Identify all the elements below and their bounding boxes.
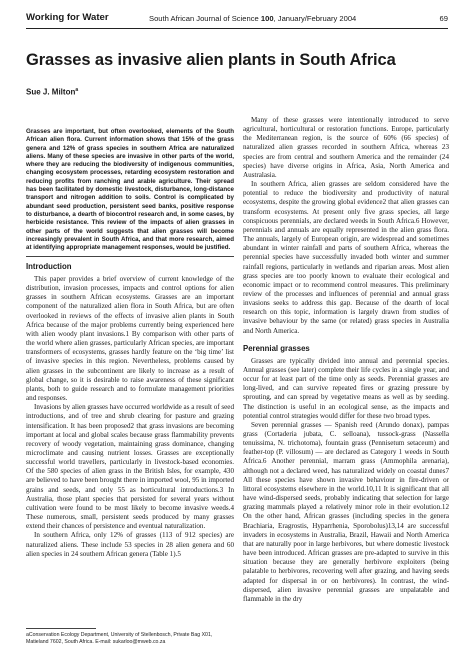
abstract: Grasses are important, but often overlooked, elements of the South African alien flora. Current information shows that 15% of the grass genera and 12% of grass species in southern Africa are naturalized aliens. Many of these species are invasive in other parts of the world, where they are reducing the biodiversity of indigenous communities, changing ecosystem processes, retarding ecosystem restoration and reducing profits from ranching and arable agriculture. Their spread has been facilitated by domestic livestock, disturbance, long-distance transport and nitrogen addition to soils. Control is complicated by abundant seed production, persistent seed banks, positive response to disturbance, a dearth of biocontrol research and, in some cases, by herbicide resistance. This review of the impacts of alien grasses in other parts of the world suggests that alien grasses will become increasingly prevalent in South Africa, and that more research, aimed at identifying appropriate management responses, would be justified. bbox=[26, 128, 234, 252]
intro-paragraph-1: This paper provides a brief overview of current knowledge of the distribution, invasion processes, impacts and control options for alien grasses in southern African ecosystems. Grasses are an important component of the naturalized alien flora in South Africa, but are often overlooked in reviews of the effects of invasive alien plants in South Africa because of the major problems currently being experienced here with alien woody plant invasions.1 By comparison with other parts of the world where alien grasses, particularly African species, are important transformers of ecosystems, grasses hardly feature on the ‘big time’ list of invasive species in this region. Nevertheless, problems caused by alien grasses in the subcontinent are likely to increase as a result of global change, so it is desirable to raise awareness of these significant plants, both to guide research and to formulate management priorities and responses. bbox=[26, 275, 234, 403]
page-number: 69 bbox=[439, 14, 448, 23]
footnote-rule bbox=[26, 628, 96, 629]
intro-paragraph-3: In southern Africa, only 12% of grasses (113 of 912 species) are naturalized aliens. These include 53 species in 28 alien genera and 60 alien species in 24 southern African genera (Table 1).5 bbox=[26, 531, 234, 558]
right-column bbox=[243, 116, 449, 604]
intro-paragraph-2: Invasions by alien grasses have occurred worldwide as a result of seed introductions, and of tree and shrub clearing for pasture and grazing intensification. It has been proposed2 that grass invasions are becoming important at local and global scales because grass flammability prevents recovery of woody vegetation, maintaining grass dominance, changing microclimate and causing nutrient losses. Grasses are exceptionally successful world travellers, particularly in livestock-based economies. Of the 580 species of alien grass in the British Isles, for example, 430 are believed to have been brought there in imported wool, 95 in imported grains and seeds, and only 55 as horticultural introductions.3 In Australia, those plant species that persisted for several years without cultivation were found to be most likely to become invasive weeds.4 These numerous, small, persistent seeds produced by many grasses extend their chances of persistence and eventual naturalization. bbox=[26, 403, 234, 531]
article-title: Grasses as invasive alien plants in South Africa bbox=[26, 51, 396, 69]
abstract-rule bbox=[26, 256, 234, 257]
right-paragraph-4: Seven perennial grasses — Spanish reed (Arundo donax), pampas grass (Cortaderia jubata, C. selloana), tussock-grass (Nassella tenuissima, N. trichotoma), fountain grass (Pennisetum setaceum) and feather-top (P. villosum) — are declared as Category 1 weeds in South Africa.6 Another perennial, marram grass (Ammophila arenaria), although not a declared weed, has naturalized widely on coastal dunes7 All these species have shown invasive behaviour in fire-driven or littoral ecosystems elsewhere in the world.10,11 It is significant that all have wind-dispersed seeds, probably indicating that selection for large grazing mammals played a relatively minor role in their evolution.12 On the other hand, African grasses (including species in the genera Brachiaria, Eragrostis, Hyparrhenia, Sporobolus)13,14 are successful invaders in ecosystems in Australia, Brazil, Hawaii and North America that are naturally poor in large herbivores, but where domestic livestock have been introduced. African grasses are pre-adapted to survive in this situation because they are generally herbivore exploiters (being palatable to herbivores, recovering well after grazing, and having seeds adapted for dispersal in or on herbivores). In contrast, the wind-dispersed, alien invasive perennial grasses are unpalatable and flammable in the dry bbox=[243, 420, 449, 603]
right-paragraph-3: Grasses are typically divided into annual and perennial species. Annual grasses (see later) complete their life cycles in a single year, and occur for at least part of the time only as seeds. Perennial grasses are long-lived, and can survive repeated fires or grazing pressure by sprouting, and can spread by vegetative means as well as by seeding. The distinction is useful in an ecological sense, as the impacts and potential control strategies would differ for these two broad types. bbox=[243, 356, 449, 420]
header-rule bbox=[26, 28, 448, 29]
right-paragraph-2: In southern Africa, alien grasses are seldom considered have the potential to reduce the biodiversity and productivity of natural ecosystems, despite the growing global evidence2 that alien grasses can transform ecosystems. At present only five grass species, all large conspicuous perennials, are declared weeds in South Africa.6 However, perennials and annuals are equally represented in the alien grass flora. The annuals, largely of European origin, are widespread and sometimes abundant in winter rainfall and parts of southern Africa, whereas the perennial species have successfully invaded both winter and summer rainfall regions, particularly in wetlands and riparian areas. Most alien grass species are too poorly known to evaluate their ecological and economic impact or to recommend control measures. This preliminary review of the processes and influences of perennial and annual grass invasions seeks to address this gap. Because of the dearth of local research on this topic, information is largely drawn from studies of invasive behaviour by the same (or related) grass species in Australia and North America. bbox=[243, 180, 449, 335]
right-paragraph-1: Many of these grasses were intentionally introduced to serve agricultural, horticultural or restoration functions. Europe, particularly the Mediterranean region, is the source of 60% (66 species) of naturalized alien grasses recorded in southern Africa, whereas 23 species are from central and southern America and the remainder (24 species) have diverse origins in Africa, Asia, North America and Australasia. bbox=[243, 116, 449, 179]
section-gap bbox=[243, 336, 449, 344]
author-name: Sue J. Milton bbox=[26, 87, 76, 97]
affiliation-footnote: aConservation Ecology Department, University of Stellenbosch, Private Bag X01, Matieland 7602, South Africa. E-mail: sukarloo@mweb.co.za bbox=[26, 632, 213, 645]
perennial-grasses-heading: Perennial grasses bbox=[243, 343, 310, 353]
introduction-heading: Introduction bbox=[26, 262, 72, 271]
left-column bbox=[26, 262, 234, 559]
section-name: Working for Water bbox=[26, 12, 109, 23]
journal-citation: South African Journal of Science 100, January/February 2004 bbox=[149, 14, 357, 23]
author-line bbox=[26, 87, 78, 97]
running-header bbox=[26, 12, 448, 28]
affiliation-mark: a bbox=[75, 87, 79, 93]
